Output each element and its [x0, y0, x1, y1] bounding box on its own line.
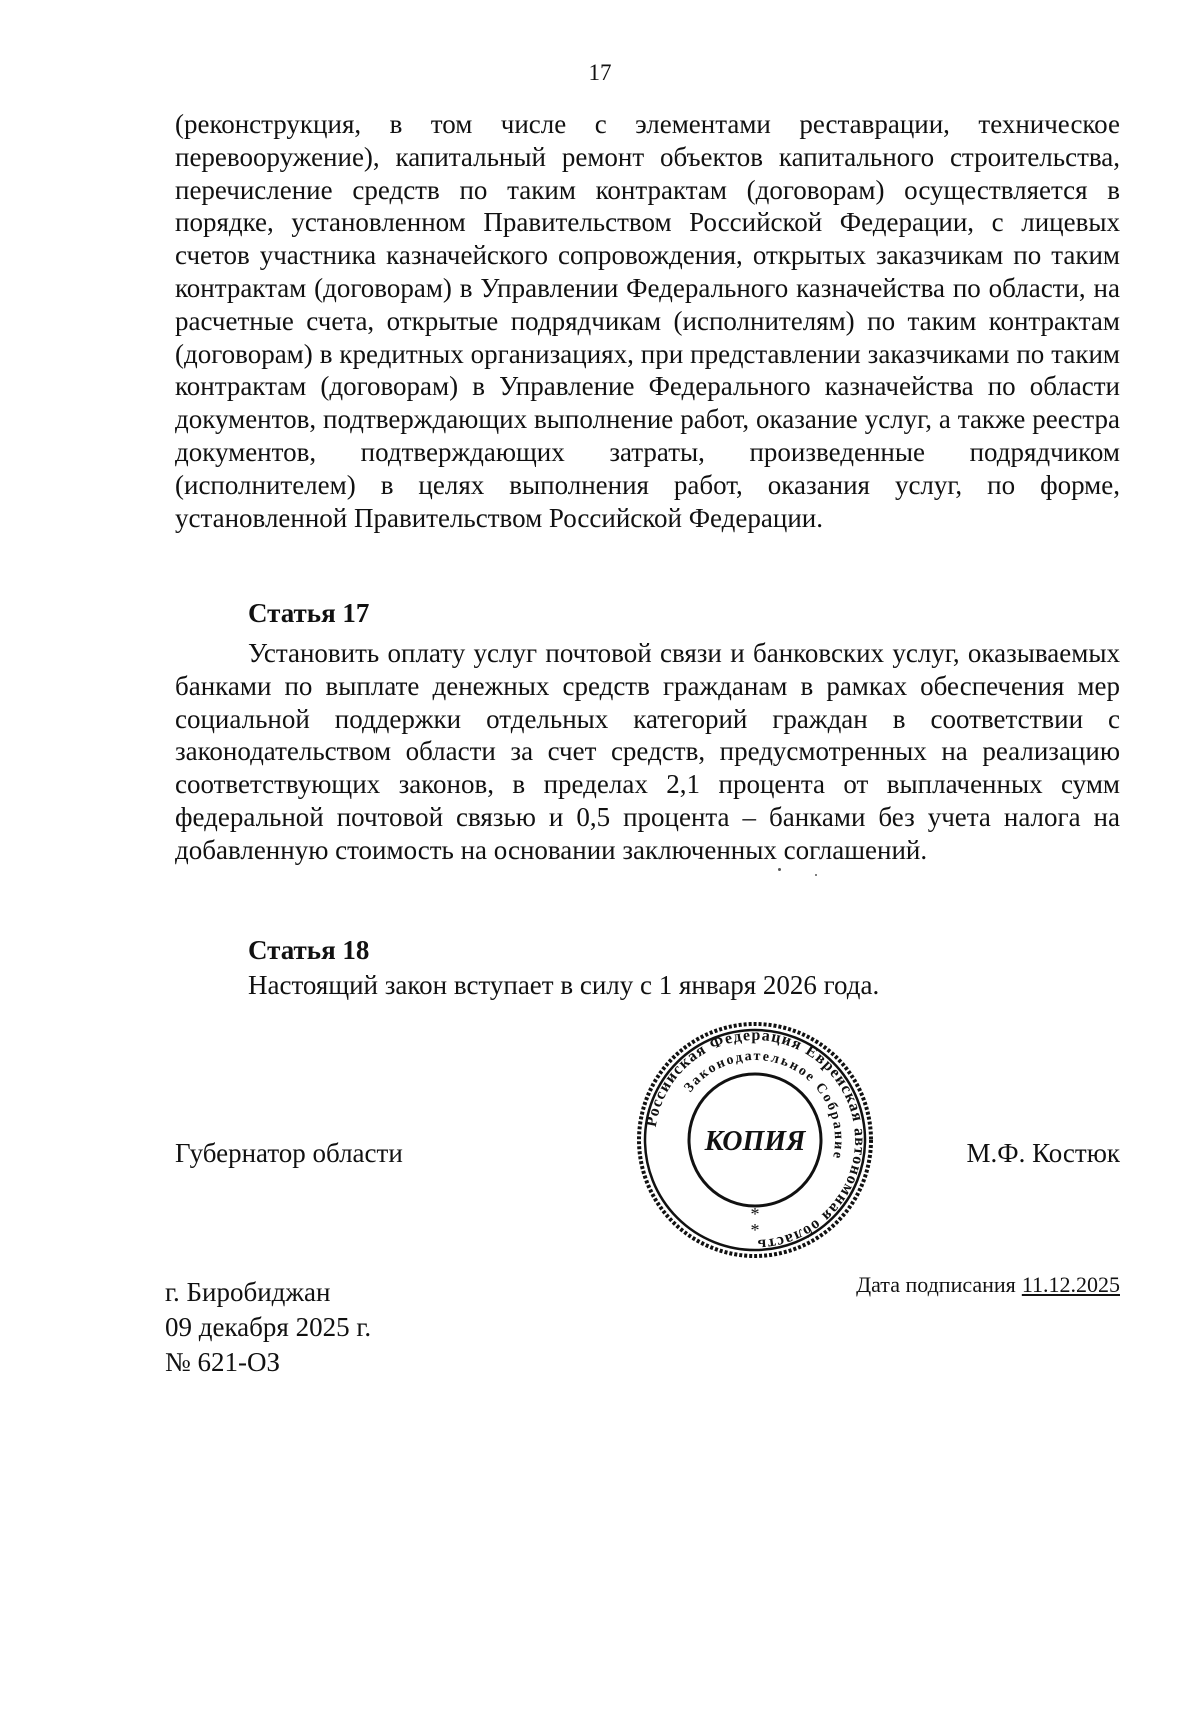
article-18-text: Настоящий закон вступает в силу с 1 января 2026 года.	[248, 970, 880, 1000]
scan-speck	[778, 868, 781, 871]
article-17-heading: Статья 17	[248, 598, 370, 628]
svg-text:Законодательное Собрание: Законодательное Собрание	[681, 1048, 847, 1162]
svg-text:*: *	[750, 1204, 760, 1224]
svg-text:Российская Федерация Еврейская: Российская Федерация Еврейская автономная область	[642, 1026, 869, 1254]
signing-date-value: 11.12.2025	[1021, 1272, 1120, 1297]
law-date: 09 декабря 2025 г.	[165, 1312, 372, 1342]
city: г. Биробиджан	[165, 1277, 331, 1307]
signature-name: М.Ф. Костюк	[966, 1138, 1120, 1168]
scan-speck	[815, 874, 817, 876]
article-17-text: Установить оплату услуг почтовой связи и банковских услуг, оказываемых банками по выплате денежных средств гражданам в рамках обеспечения мер социальной поддержки отдельных категорий граждан в соответствии с законодательством области за счет средств, предусмотренных на реализацию соответствующих законов, в пределах 2,1 процента от выплаченных сумм федеральной почтовой связью и 0,5 процента – банками без учета налога на добавленную стоимость на основании заключенных соглашений.	[175, 638, 1120, 865]
official-seal	[635, 1020, 875, 1260]
seal-center-text: КОПИЯ	[704, 1126, 806, 1157]
signing-date-label: Дата подписания	[856, 1272, 1016, 1297]
page-number: 17	[588, 60, 612, 85]
law-number: № 621-ОЗ	[165, 1347, 281, 1377]
signing-date	[856, 1272, 1120, 1298]
svg-text:*: *	[750, 1220, 760, 1240]
signature-position: Губернатор области	[175, 1138, 403, 1168]
paragraph-continuation: (реконструкция, в том числе с элементами реставрации, техническое перевооружение), капитальный ремонт объектов капитального строительства, перечисление средств по таким контрактам (договорам) осуществляется в порядке, установленном Правительством Российской Федерации, с лицевых счетов участника казначейского сопровождения, открытых заказчикам по таким контрактам (договорам) в Управлении Федерального казначейства по области, на расчетные счета, открытые подрядчикам (исполнителям) по таким контрактам (договорам) в кредитных организациях, при представлении заказчиками по таким контрактам (договорам) в Управление Федерального казначейства по области документов, подтверждающих выполнение работ, оказание услуг, а также реестра документов, подтверждающих затраты, произведенные подрядчиком (исполнителем) в целях выполнения работ, оказания услуг, по форме, установленной Правительством Российской Федерации.	[175, 109, 1120, 533]
article-18-heading: Статья 18	[248, 935, 370, 965]
place-block	[165, 1275, 371, 1380]
